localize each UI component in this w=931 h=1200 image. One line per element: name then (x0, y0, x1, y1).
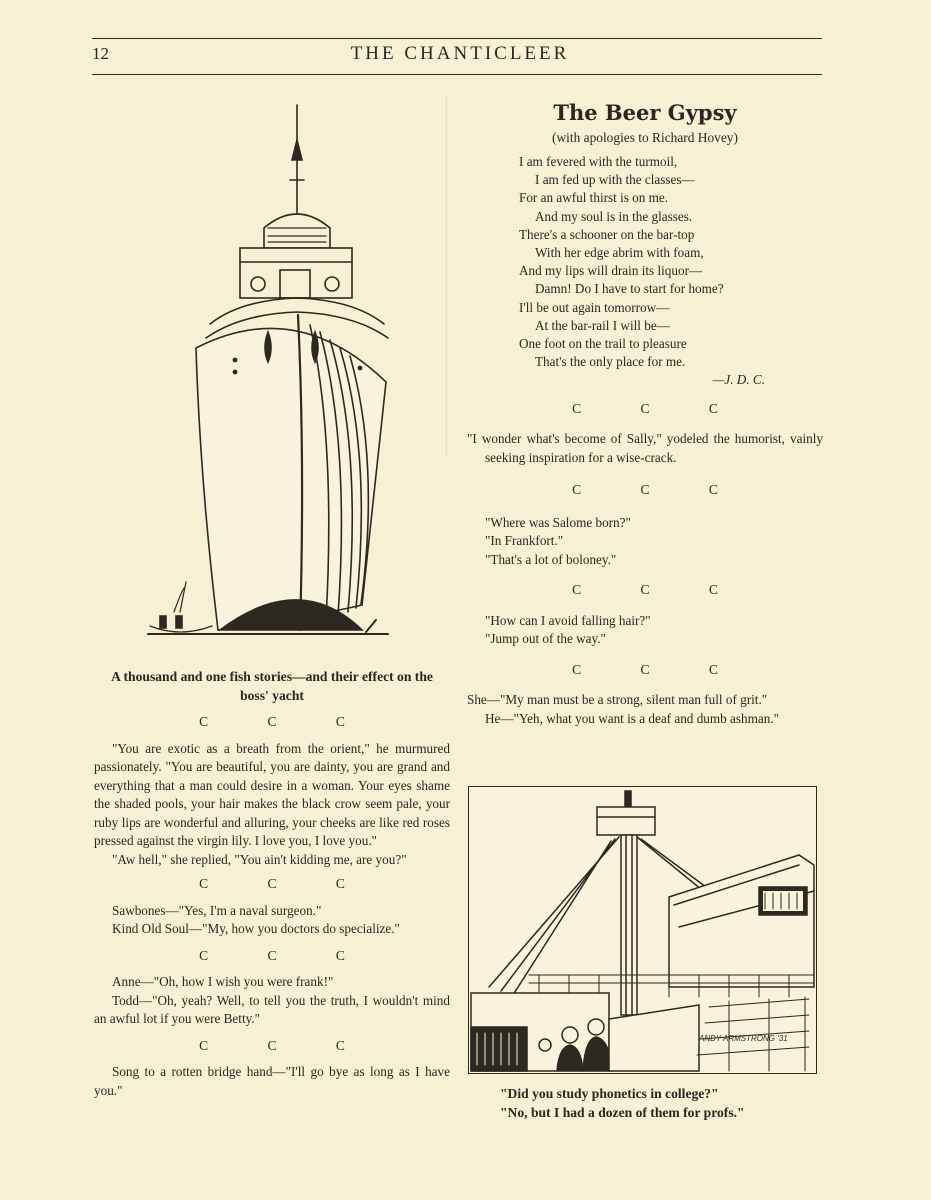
sawbones-line: Sawbones—"Yes, I'm a naval surgeon." (112, 902, 322, 918)
poem-title: The Beer Gypsy (553, 100, 737, 125)
hair-question: "How can I avoid falling hair?" (485, 612, 651, 628)
deck-caption-line-2: "No, but I had a dozen of them for profs." (500, 1105, 745, 1120)
sally-paragraph: "I wonder what's become of Sally," yodeled the humorist, vainly seeking inspiration for a wise-crack. (467, 431, 823, 465)
artist-signature: ANDY ARMSTRONG '31 (699, 1034, 788, 1043)
deck-illustration-frame (468, 786, 817, 1074)
header-bottom-rule (92, 74, 822, 75)
kind-old-soul-line: Kind Old Soul—"My, how you doctors do specialize." (112, 921, 400, 936)
page-number: 12 (92, 44, 109, 63)
he-line: He—"Yeh, what you want is a deaf and dumb ashman." (485, 710, 780, 726)
poem-line: For an awful thirst is on me. (519, 190, 669, 206)
she-line: She—"My man must be a strong, silent man full of grit." (467, 692, 768, 708)
poem-line: And my soul is in the glasses. (535, 208, 693, 224)
separator: C C C (572, 482, 746, 498)
poem-line: Damn! Do I have to start for home? (535, 281, 724, 297)
poem-line: I'll be out again tomorrow— (519, 299, 670, 315)
poem-line: I am fed up with the classes— (535, 172, 695, 188)
ocean-liner-illustration (140, 100, 400, 660)
exotic-paragraph: "You are exotic as a breath from the orient," he murmured passionately. "You are beautiful, you are dainty, you are grand and everything that a man could desire in a woman. Your eyes shame the shaded pools, your hair makes the black crow seem pale, your ruby lips are wonderful and alluring, your cheeks are like red roses pressed against the virgin lily. I love you, I love you." (94, 740, 450, 848)
ship-deck-illustration (469, 787, 816, 1073)
poem-line: There's a schooner on the bar-top (519, 226, 695, 242)
separator: C C C (572, 661, 746, 677)
poem-line: At the bar-rail I will be— (535, 317, 670, 333)
separator: C C C (199, 947, 373, 963)
salome-answer: "In Frankfort." (485, 533, 564, 549)
poem-body (467, 153, 823, 371)
separator: C C C (572, 582, 746, 598)
salome-question: "Where was Salome born?" (485, 514, 631, 530)
separator: C C C (199, 876, 373, 891)
separator: C C C (572, 400, 746, 416)
hair-answer: "Jump out of the way." (485, 631, 606, 647)
deck-caption (470, 1084, 810, 1122)
ship-caption-line-1: A thousand and one fish stories—and their effect on the (111, 669, 433, 684)
todd-line: Todd—"Oh, yeah? Well, to tell you the truth, I wouldn't mind an awful lot if you were Betty." (94, 992, 450, 1026)
separator: C C C (199, 1037, 373, 1053)
poem-line: One foot on the trail to pleasure (519, 336, 687, 352)
bridge-hand-line: Song to a rotten bridge hand—"I'll go bye as long as I have you." (94, 1064, 450, 1098)
anne-line: Anne—"Oh, how I wish you were frank!" (112, 974, 334, 989)
poem-line: With her edge abrim with foam, (535, 245, 704, 261)
salome-retort: "That's a lot of boloney." (485, 551, 617, 567)
poem-line: And my lips will drain its liquor— (519, 263, 703, 279)
show-through-shadow (446, 96, 447, 456)
deck-caption-line-1: "Did you study phonetics in college?" (500, 1086, 719, 1101)
aw-hell-paragraph: "Aw hell," she replied, "You ain't kidding me, are you?" (112, 851, 407, 867)
running-head: THE CHANTICLEER (350, 43, 570, 64)
left-column (94, 667, 450, 1100)
right-column (467, 100, 823, 728)
ship-caption-line-2: boss' yacht (240, 688, 304, 703)
poem-subtitle: (with apologies to Richard Hovey) (552, 129, 738, 145)
poem-line: That's the only place for me. (535, 354, 686, 370)
header-top-rule (92, 38, 822, 39)
poem-signature: —J. D. C. (712, 372, 765, 388)
separator: C C C (199, 714, 373, 729)
poem-line: I am fevered with the turmoil, (519, 154, 678, 169)
